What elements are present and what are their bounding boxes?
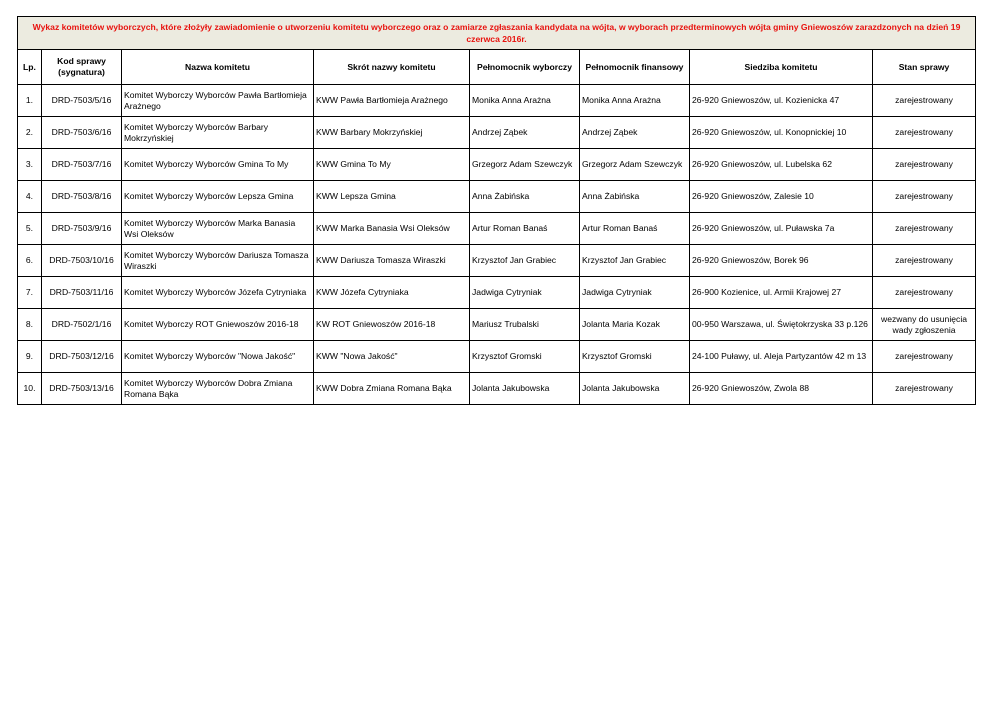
table-row — [18, 277, 976, 309]
cell-lp: 3. — [18, 149, 42, 181]
header-skrot-nazwy: Skrót nazwy komitetu — [314, 50, 470, 85]
cell-pelnomocnik-wyborczy: Jadwiga Cytryniak — [470, 277, 580, 309]
cell-kod: DRD-7502/1/16 — [42, 309, 122, 341]
cell-pelnomocnik-finansowy: Grzegorz Adam Szewczyk — [580, 149, 690, 181]
header-siedziba: Siedziba komitetu — [690, 50, 873, 85]
document-sheet — [17, 16, 975, 405]
table-row — [18, 309, 976, 341]
cell-pelnomocnik-finansowy: Artur Roman Banaś — [580, 213, 690, 245]
table-row — [18, 341, 976, 373]
committees-table — [17, 16, 976, 405]
cell-pelnomocnik-wyborczy: Krzysztof Gromski — [470, 341, 580, 373]
cell-stan: zarejestrowany — [873, 245, 976, 277]
cell-skrot: KWW Dariusza Tomasza Wiraszki — [314, 245, 470, 277]
cell-pelnomocnik-wyborczy: Grzegorz Adam Szewczyk — [470, 149, 580, 181]
cell-pelnomocnik-finansowy: Jadwiga Cytryniak — [580, 277, 690, 309]
cell-siedziba: 26-920 Gniewoszów, Borek 96 — [690, 245, 873, 277]
cell-nazwa: Komitet Wyborczy Wyborców Dobra Zmiana Romana Bąka — [122, 373, 314, 405]
cell-pelnomocnik-finansowy: Monika Anna Arażna — [580, 85, 690, 117]
cell-siedziba: 26-920 Gniewoszów, ul. Kozienicka 47 — [690, 85, 873, 117]
table-row — [18, 181, 976, 213]
table-row — [18, 245, 976, 277]
cell-kod: DRD-7503/9/16 — [42, 213, 122, 245]
cell-lp: 1. — [18, 85, 42, 117]
cell-pelnomocnik-finansowy: Anna Żabińska — [580, 181, 690, 213]
cell-pelnomocnik-wyborczy: Artur Roman Banaś — [470, 213, 580, 245]
cell-kod: DRD-7503/7/16 — [42, 149, 122, 181]
table-title: Wykaz komitetów wyborczych, które złożyły zawiadomienie o utworzeniu komitetu wyborczego oraz o zamiarze zgłaszania kandydata na wójta, w wyborach przedterminowych wójta gminy Gniewoszów zarazdzonych na dzień 19 czerwca 2016r. — [18, 17, 976, 50]
header-stan-sprawy: Stan sprawy — [873, 50, 976, 85]
cell-pelnomocnik-wyborczy: Monika Anna Arażna — [470, 85, 580, 117]
cell-skrot: KWW Pawła Bartłomieja Arażnego — [314, 85, 470, 117]
header-nazwa-komitetu: Nazwa komitetu — [122, 50, 314, 85]
cell-skrot: KWW Gmina To My — [314, 149, 470, 181]
cell-stan: zarejestrowany — [873, 149, 976, 181]
cell-nazwa: Komitet Wyborczy Wyborców Józefa Cytryniaka — [122, 277, 314, 309]
cell-siedziba: 00-950 Warszawa, ul. Świętokrzyska 33 p.126 — [690, 309, 873, 341]
table-row — [18, 117, 976, 149]
cell-stan: zarejestrowany — [873, 181, 976, 213]
cell-pelnomocnik-finansowy: Jolanta Jakubowska — [580, 373, 690, 405]
cell-skrot: KWW Marka Banasia Wsi Oleksów — [314, 213, 470, 245]
cell-lp: 2. — [18, 117, 42, 149]
cell-stan: zarejestrowany — [873, 277, 976, 309]
table-row — [18, 373, 976, 405]
cell-stan: wezwany do usunięcia wady zgłoszenia — [873, 309, 976, 341]
table-row — [18, 85, 976, 117]
cell-siedziba: 26-920 Gniewoszów, ul. Puławska 7a — [690, 213, 873, 245]
cell-skrot: KWW Józefa Cytryniaka — [314, 277, 470, 309]
header-lp: Lp. — [18, 50, 42, 85]
cell-lp: 5. — [18, 213, 42, 245]
cell-kod: DRD-7503/8/16 — [42, 181, 122, 213]
cell-lp: 9. — [18, 341, 42, 373]
cell-stan: zarejestrowany — [873, 85, 976, 117]
cell-lp: 6. — [18, 245, 42, 277]
cell-stan: zarejestrowany — [873, 341, 976, 373]
cell-nazwa: Komitet Wyborczy Wyborców Dariusza Tomasza Wiraszki — [122, 245, 314, 277]
cell-siedziba: 26-920 Gniewoszów, Zalesie 10 — [690, 181, 873, 213]
cell-nazwa: Komitet Wyborczy Wyborców Pawła Bartłomieja Arażnego — [122, 85, 314, 117]
cell-nazwa: Komitet Wyborczy Wyborców Gmina To My — [122, 149, 314, 181]
cell-nazwa: Komitet Wyborczy Wyborców Lepsza Gmina — [122, 181, 314, 213]
cell-pelnomocnik-finansowy: Andrzej Ząbek — [580, 117, 690, 149]
cell-kod: DRD-7503/13/16 — [42, 373, 122, 405]
cell-nazwa: Komitet Wyborczy Wyborców "Nowa Jakość" — [122, 341, 314, 373]
cell-pelnomocnik-finansowy: Jolanta Maria Kozak — [580, 309, 690, 341]
cell-pelnomocnik-wyborczy: Krzysztof Jan Grabiec — [470, 245, 580, 277]
cell-kod: DRD-7503/5/16 — [42, 85, 122, 117]
cell-kod: DRD-7503/6/16 — [42, 117, 122, 149]
cell-skrot: KWW "Nowa Jakość" — [314, 341, 470, 373]
cell-pelnomocnik-wyborczy: Anna Żabińska — [470, 181, 580, 213]
cell-lp: 7. — [18, 277, 42, 309]
cell-pelnomocnik-wyborczy: Andrzej Ząbek — [470, 117, 580, 149]
cell-siedziba: 26-900 Kozienice, ul. Armii Krajowej 27 — [690, 277, 873, 309]
cell-siedziba: 26-920 Gniewoszów, ul. Lubelska 62 — [690, 149, 873, 181]
cell-pelnomocnik-finansowy: Krzysztof Gromski — [580, 341, 690, 373]
cell-skrot: KWW Lepsza Gmina — [314, 181, 470, 213]
title-row — [18, 17, 976, 50]
cell-skrot: KWW Dobra Zmiana Romana Bąka — [314, 373, 470, 405]
cell-kod: DRD-7503/10/16 — [42, 245, 122, 277]
header-row — [18, 50, 976, 85]
cell-nazwa: Komitet Wyborczy Wyborców Marka Banasia Wsi Oleksów — [122, 213, 314, 245]
cell-pelnomocnik-wyborczy: Mariusz Trubalski — [470, 309, 580, 341]
header-pelnomocnik-wyborczy: Pełnomocnik wyborczy — [470, 50, 580, 85]
table-row — [18, 213, 976, 245]
cell-stan: zarejestrowany — [873, 373, 976, 405]
header-pelnomocnik-finansowy: Pełnomocnik finansowy — [580, 50, 690, 85]
cell-stan: zarejestrowany — [873, 213, 976, 245]
cell-lp: 10. — [18, 373, 42, 405]
cell-kod: DRD-7503/12/16 — [42, 341, 122, 373]
cell-nazwa: Komitet Wyborczy Wyborców Barbary Mokrzyńskiej — [122, 117, 314, 149]
cell-pelnomocnik-wyborczy: Jolanta Jakubowska — [470, 373, 580, 405]
cell-kod: DRD-7503/11/16 — [42, 277, 122, 309]
cell-pelnomocnik-finansowy: Krzysztof Jan Grabiec — [580, 245, 690, 277]
cell-skrot: KW ROT Gniewoszów 2016-18 — [314, 309, 470, 341]
table-row — [18, 149, 976, 181]
cell-skrot: KWW Barbary Mokrzyńskiej — [314, 117, 470, 149]
header-kod-sprawy: Kod sprawy (sygnatura) — [42, 50, 122, 85]
cell-siedziba: 26-920 Gniewoszów, Zwola 88 — [690, 373, 873, 405]
cell-nazwa: Komitet Wyborczy ROT Gniewoszów 2016-18 — [122, 309, 314, 341]
cell-lp: 8. — [18, 309, 42, 341]
cell-stan: zarejestrowany — [873, 117, 976, 149]
cell-siedziba: 26-920 Gniewoszów, ul. Konopnickiej 10 — [690, 117, 873, 149]
cell-lp: 4. — [18, 181, 42, 213]
cell-siedziba: 24-100 Puławy, ul. Aleja Partyzantów 42 m 13 — [690, 341, 873, 373]
